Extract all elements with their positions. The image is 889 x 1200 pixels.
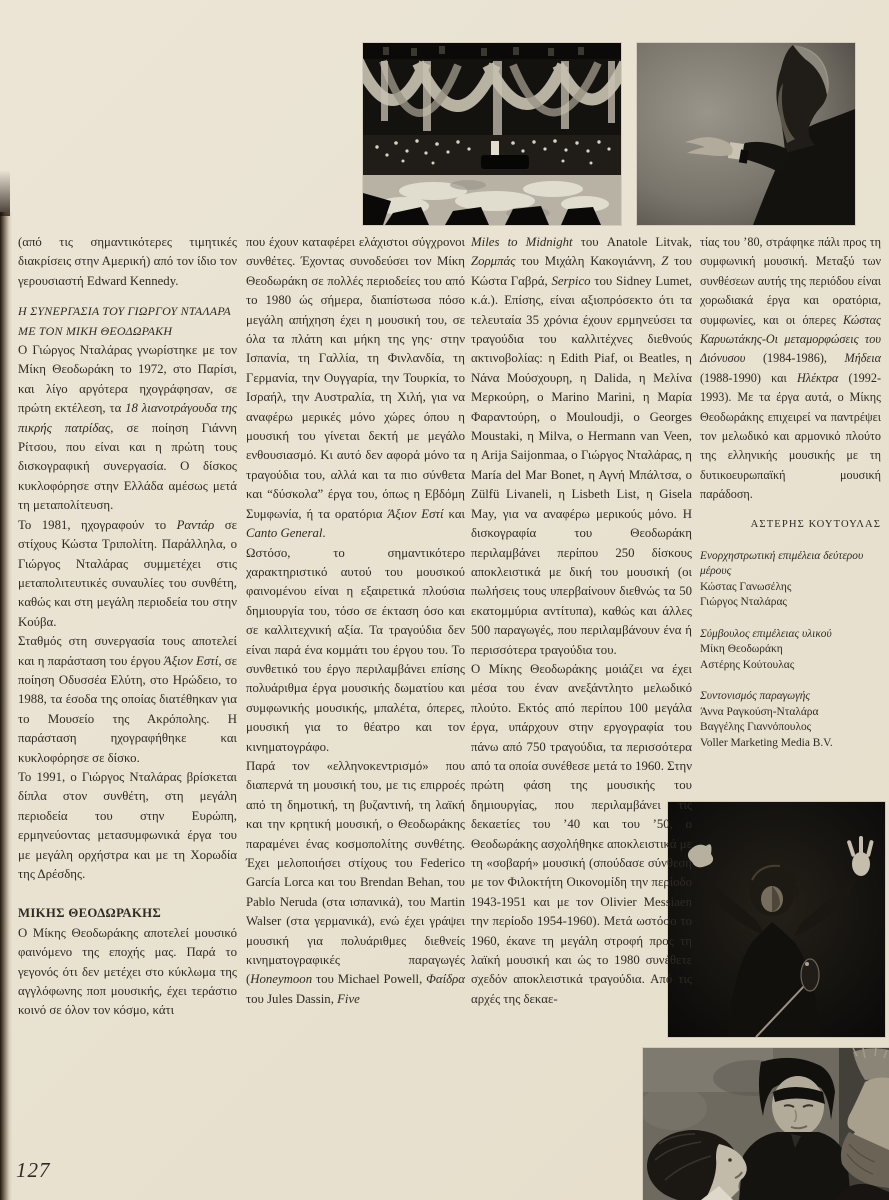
section-heading-bold: ΜΙΚΗΣ ΘΕΟΔΩΡΑΚΗΣ	[18, 906, 162, 921]
credit-role: Σύμβουλος επιμέλειας υλικού	[700, 627, 832, 640]
text-column-2	[246, 233, 465, 1009]
paragraph: Miles to Midnight του Anatole Litvak, Ζορμπάς του Μιχάλη Κακογιάννη, Ζ του Κώστα Γαβρά, Serpico του Sidney Lumet, κ.ά.). Επίσης, είναι αξιοπρόσεκτο ότι τα τελευταία 35 χρόνια έχουν ερμηνεύσει τα τραγούδια του καλλιτέχνες διεθνούς ακτινοβολίας: η Edith Piaf, οι Beatles, η Νάνα Μούσχουρη, η Dalida, η Μελίνα Μερκούρη, ο Marino Marini, η Μαρία Φαραντούρη, ο Mouloudji, ο Georges Moustaki, η Milva, ο Hermann van Veen, η Arija Saijonmaa, ο Γιώργος Νταλάρας, η María del Mar Bonet, η Αγνή Μπάλτσα, ο Zülfü Livaneli, η Lisbeth List, η Gisela May, για να αναφέρω μερικούς μόνο. Η δισκογραφία του Θεοδωράκη περιλαμβάνει περίπου 250 δίσκους αποκλειστικά με δική του μουσική (οι πωλήσεις τους υπερβαίνουν διεθνώς τα 50 εκατομμύρια αντίτυπα), καθώς και άλλες 500 παραγωγές, που περιλαμβάνουν ένα ή περισσότερα τραγούδια του.	[471, 235, 693, 657]
text-column-4	[700, 233, 881, 751]
author-signature: ΑΣΤΕΡΗΣ ΚΟΥΤΟΥΛΑΣ	[750, 518, 881, 530]
credit-role: Ενορχηστρωτική επιμέλεια δεύτερου μέρους	[700, 549, 864, 578]
credit-name: Άννα Ραγκούση-Νταλάρα	[700, 705, 819, 718]
paragraph: Σταθμός στη συνεργασία τους αποτελεί και η παράσταση του έργου Άξιον Εστί, σε ποίηση Οδυσσέα Ελύτη, στο Ηρώδειο, το 1988, τα έσοδα της οποίας διατέθηκαν για το Μουσείο της Ακρόπολης. Η παράσταση ηχογραφήθηκε και κυκλοφόρησε σε δίσκο.	[18, 634, 238, 765]
page-spine-shadow	[0, 212, 12, 1200]
credit-name: Μίκη Θεοδωράκη	[700, 643, 783, 656]
paragraph: Παρά τον «ελληνοκεντρισμό» που διαπερνά τη μουσική του, με τις επιρροές από τη δημοτική, τη βυζαντινή, τη λαϊκή και την κρητική μουσική, ο Θεοδωράκης παραμένει ένας κοσμοπολίτης συνθέτης. Έχει μελοποιήσει στίχους του Federico García Lorca και του Brendan Behan, του Pablo Neruda (στα ισπανικά), του Martin Walser (στα γερμανικά), ενώ έχει γράψει μουσική για πολυάριθμες διεθνείς κινηματογραφικές παραγωγές (Honeymoon του Michael Powell, Φαίδρα του Jules Dassin, Five	[246, 758, 465, 1006]
paragraph: τίας του ’80, στράφηκε πάλι προς τη συμφωνική μουσική. Μεταξύ των συνθέσεων αυτής της περιόδου είναι χορωδιακά έργα και ορατόρια, συμφωνίες, και οι όπερες Κώστας Καρυωτάκης-Οι μεταμορφώσεις του Διόνυσου (1984-1986), Μήδεια (1988-1990) και Ηλέκτρα (1992-1993). Με τα έργα αυτά, ο Μίκης Θεοδωράκης επιχειρεί να παντρέψει τον μελωδικό και αρμονικό πλούτο της ελληνικής μουσικής με τη δυτικοευρωπαϊκή μουσική παράδοση.	[700, 235, 881, 502]
concert-stage-photo	[363, 43, 621, 225]
paragraph: Ο Μίκης Θεοδωράκης αποτελεί μουσικό φαινόμενο της εποχής μας. Παρά το γεγονός ότι δεν μετέχει στο κύκλωμα της αγγλόφωνης ποπ μουσικής, έχει τεράστιο κοινό σε όλον τον κόσμο, κάτι	[18, 925, 237, 1018]
credit-name: Voller Marketing Media B.V.	[700, 736, 833, 749]
text-column-3	[471, 233, 692, 1009]
page-spine-shadow-fade	[0, 170, 10, 216]
three-men-image	[643, 1048, 889, 1200]
credit-name: Κώστας Γανωσέλης	[700, 580, 792, 593]
conductor-image	[637, 43, 855, 225]
theodorakis-arms-raised-photo	[668, 802, 885, 1037]
section-heading: Η ΣΥΝΕΡΓΑΣΙΑ ΤΟΥ ΓΙΩΡΓΟΥ ΝΤΑΛΑΡΑ ΜΕ ΤΟΝ ΜΙΚΗ ΘΕΟΔΩΡΑΚΗ	[18, 304, 231, 338]
credit-role: Συντονισμός παραγωγής	[700, 690, 810, 703]
paragraph: (από τις σημαντικότερες τιμητικές διακρίσεις στην Αμερική) από τον ίδιο τον γερουσιαστή Edward Kennedy.	[18, 235, 237, 288]
credit-name: Βαγγέλης Γιαννόπουλος	[700, 721, 812, 734]
paragraph: που έχουν καταφέρει ελάχιστοι σύγχρονοι συνθέτες. Έχοντας συνοδεύσει τον Μίκη Θεοδωράκη σε πολλές περιοδείες του από το 1980 ώς σήμερα, διαπίστωσα πόσο μεγάλη απήχηση έχει η μουσική του, σε όλα τα πλάτη και μήκη της γης· στην Ισπανία, τη Γαλλία, τη Φινλανδία, τη Γερμανία, την Ουγγαρία, την Τουρκία, το Ισραήλ, την Αυστραλία, τη Χιλή, για να αναφέρω μερικές μόνο χώρες όπου η μουσική του γίνεται δεκτή με μεγάλο ενθουσιασμό. Κι αυτό δεν αφορά μόνο τα τραγούδια του, αλλά και τα πιο σύνθετα και “δύσκολα” έργα του, όπως η Εβδόμη Συμφωνία, ή τα ορατόρια Άξιον Εστί και Canto General.	[246, 235, 465, 541]
credit-name: Αστέρης Κούτουλας	[700, 658, 795, 671]
paragraph: Ο Γιώργος Νταλάρας γνωρίστηκε με τον Μίκη Θεοδωράκη το 1972, στο Παρίσι, και λίγο αργότερα ηχογράφησαν, σε πρώτη εκτέλεση, τα 18 λιανοτράγουδα της πικρής πατρίδας, σε ποίηση Γιάννη Ρίτσου, που είναι και η πρώτη τους δισκογραφική συνεργασία. Ο δίσκος κυκλοφόρησε στην Ελλάδα αμέσως μετά τη μεταπολίτευση.	[18, 343, 237, 513]
arms-raised-image	[668, 802, 885, 1037]
paragraph: Το 1981, ηχογραφούν το Ραντάρ σε στίχους Κώστα Τριπολίτη. Παράλληλα, ο Γιώργος Νταλάρας συμμετέχει στις μεταπολιτευτικές συναυλίες του συνθέτη, καθώς και στη μεγάλη περιοδεία του στην Κούβα.	[18, 517, 237, 629]
page-number: 127	[16, 1158, 51, 1182]
concert-stage-image	[363, 43, 621, 225]
paragraph: Το 1991, ο Γιώργος Νταλάρας βρίσκεται δίπλα στον συνθέτη, στη μεγάλη περιοδεία του στην Ευρώπη, ερμηνεύοντας μετασυμφωνικά έργα του με μεγάλη ορχήστρα και με τη Χορωδία της Δρέσδης.	[18, 769, 237, 881]
three-men-photo	[643, 1048, 889, 1200]
paragraph: Ο Μίκης Θεοδωράκης μοιάζει να έχει μέσα του έναν ανεξάντλητο μελωδικό πλούτο. Εκτός από περίπου 100 μεγάλα έργα, υπάρχουν στην εργογραφία του πάνω από 750 τραγούδια, τα περισσότερα από τα οποία συνέθεσε μετά το 1960. Στην πρώτη φάση της μουσικής του δημιουργίας, που περιλαμβάνει τις δεκαετίες του ’40 και του ’50, ο Θεοδωράκης ασχολήθηκε αποκλειστικά με τη «σοβαρή» μουσική (σπούδασε σύνθεση με τον Φιλοκτήτη Οικονομίδη την περίοδο 1943-1951 και με τον Olivier Messiaen την περίοδο 1954-1960). Μετά ωστόσο το 1960, έκανε τη μεγάλη στροφή προς τη λαϊκή μουσική και ώς το 1980 συνέθετε σχεδόν αποκλειστικά τραγούδια. Από τις αρχές της δεκαε-	[471, 661, 692, 1006]
conductor-photo	[637, 43, 855, 225]
paragraph: Ωστόσο, το σημαντικότερο χαρακτηριστικό αυτού του μουσικού φαινομένου είναι η εξαιρετικά πλούσια δημιουργία του, τόσο σε έκταση όσο και σε καλλιτεχνική αξία. Τα τραγούδια δεν είναι παρά ένα κομμάτι του έργου του. Το συνθετικό του έργο περιλαμβάνει επίσης πολυάριθμα έργα μουσικής δωματίου και συμφωνικής μουσικής, μπαλέτα, όπερες, μουσική για το θέατρο και τον κινηματογράφο.	[246, 545, 465, 754]
credit-name: Γιώργος Νταλάρας	[700, 596, 787, 609]
text-column-1	[18, 233, 237, 1021]
